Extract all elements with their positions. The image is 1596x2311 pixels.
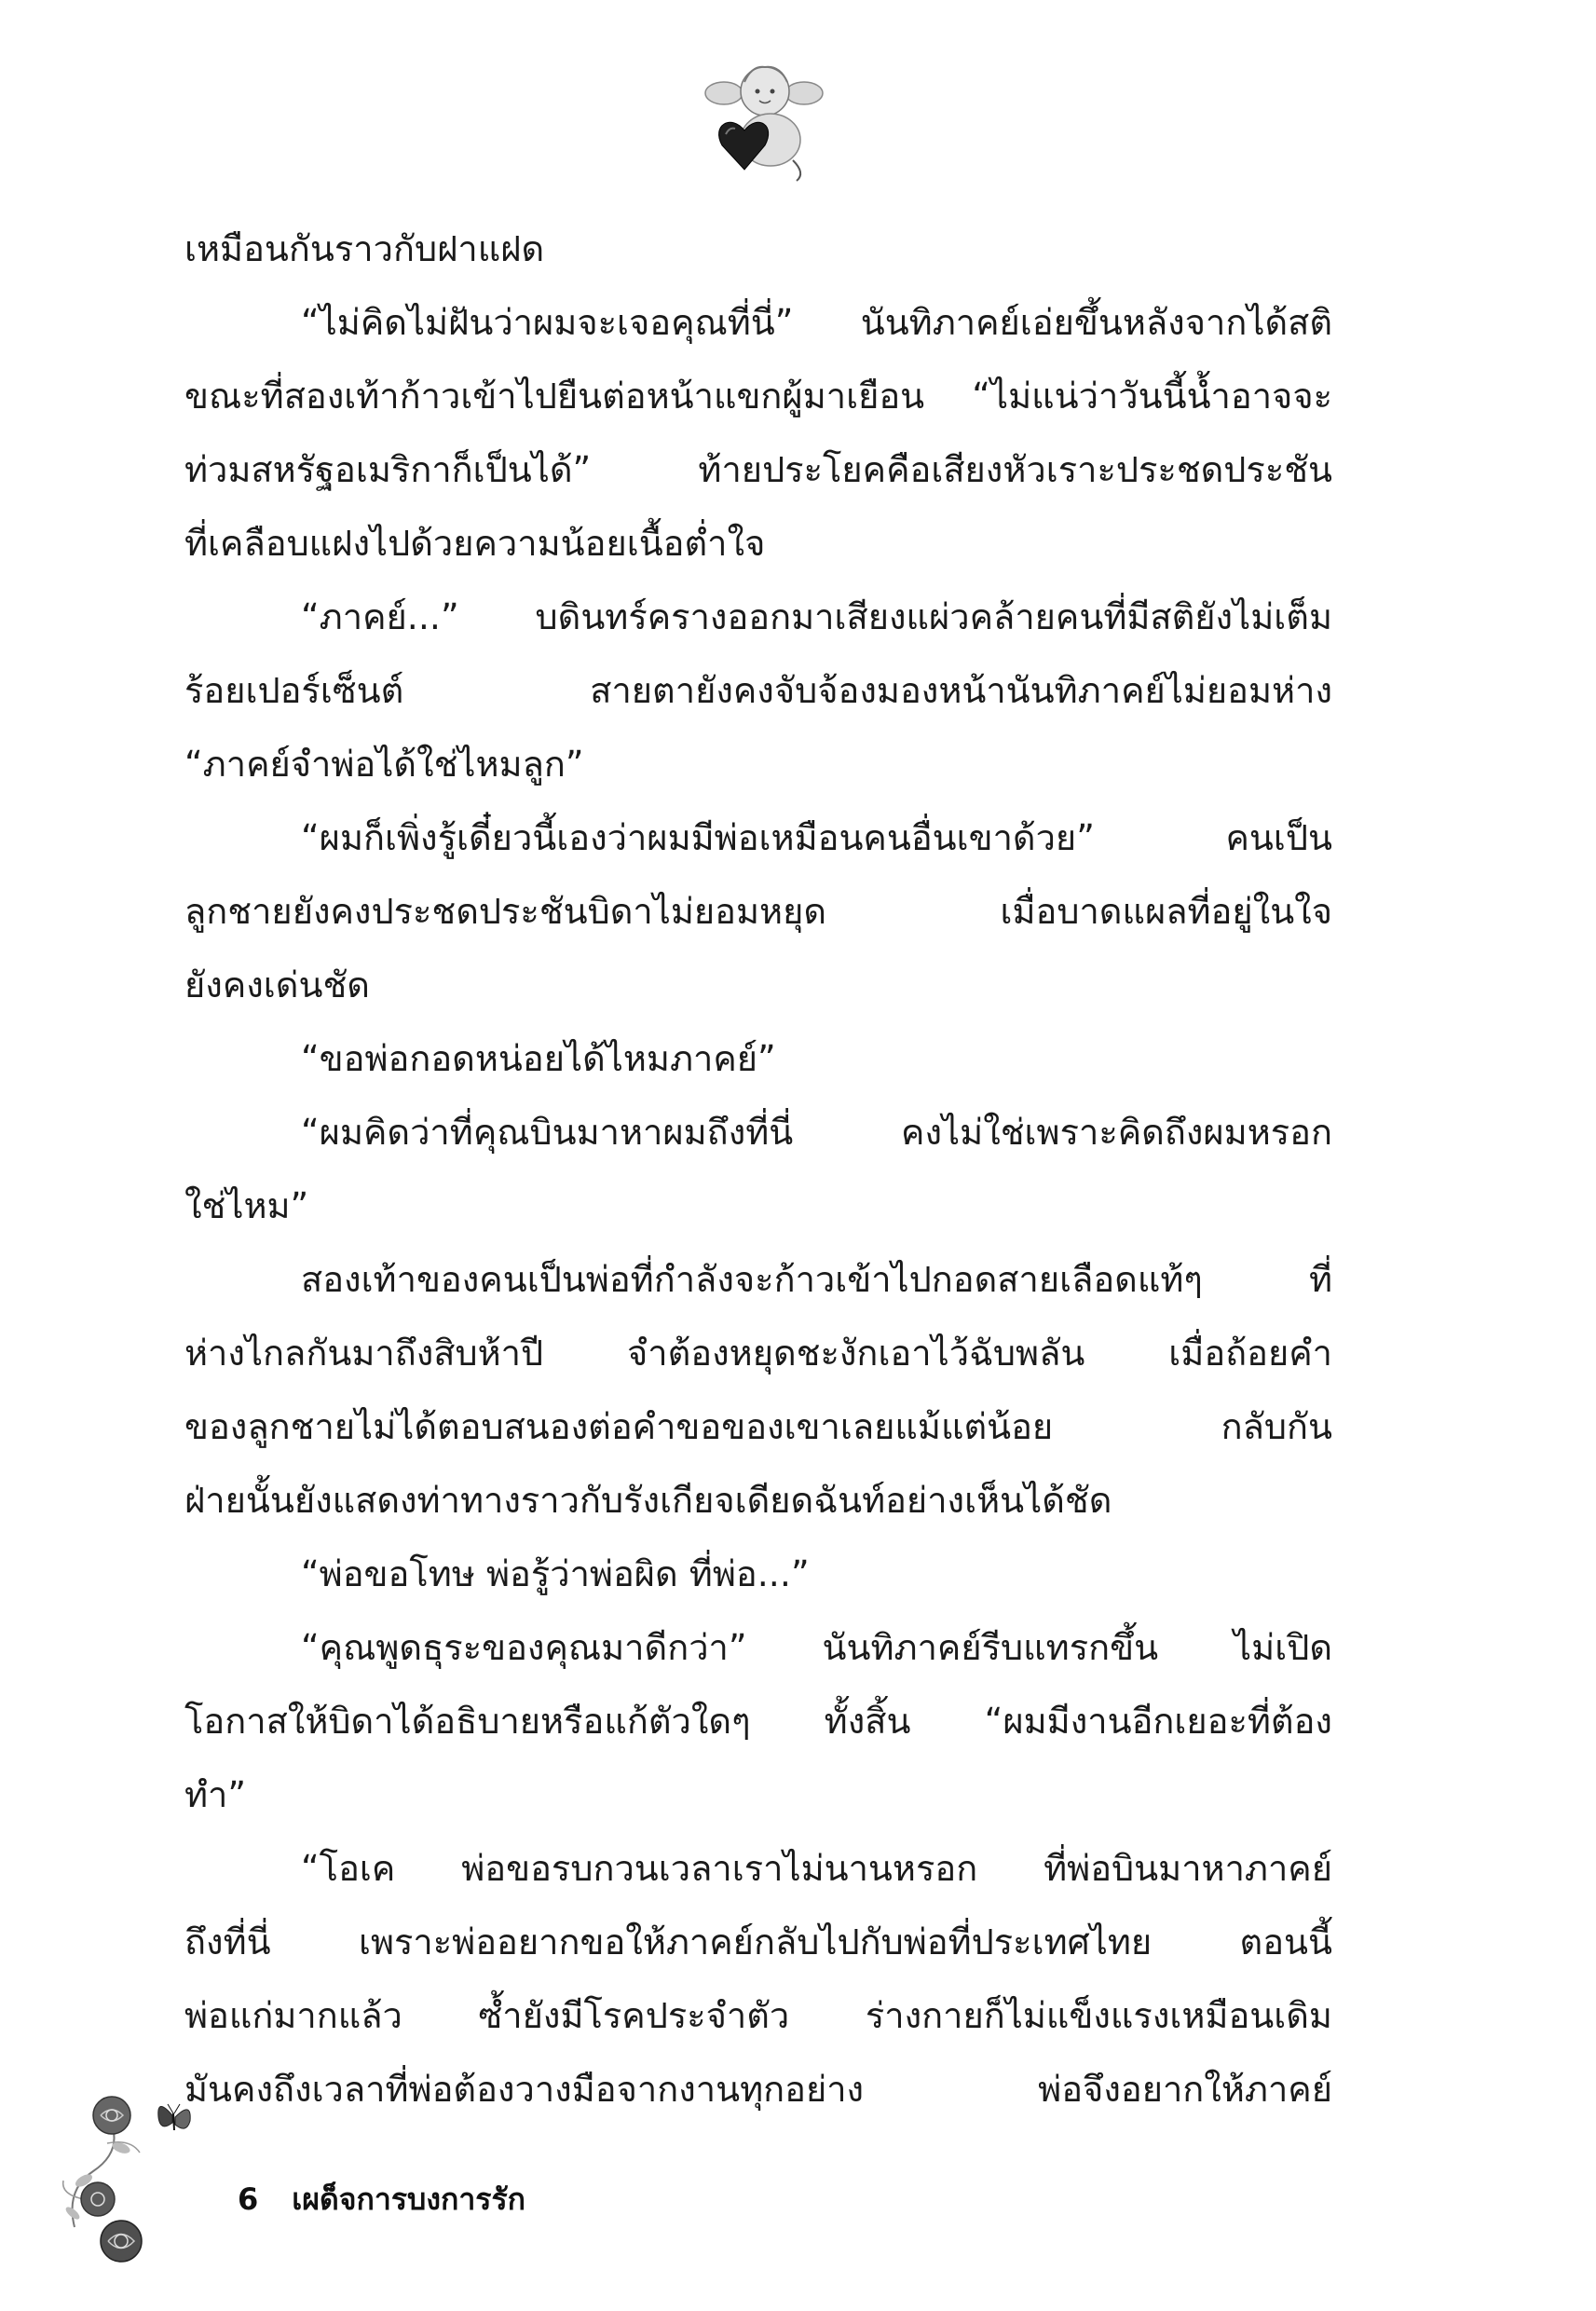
book-title: เผด็จการบงการรัก — [292, 2181, 526, 2217]
page-number: 6 — [238, 2181, 259, 2217]
text-line: “คุณพูดธุระของคุณมาดีกว่า” นันทิภาคย์รีบแทรกขึ้น ไม่เปิด — [301, 1627, 1332, 1668]
text-line: สองเท้าของคนเป็นพ่อที่กำลังจะก้าวเข้าไปกอดสายเลือดแท้ๆ ที่ — [301, 1259, 1332, 1300]
text-line: ใช่ไหม” — [184, 1185, 309, 1226]
text-line: มันคงถึงเวลาที่พ่อต้องวางมือจากงานทุกอย่าง พ่อจึงอยากให้ภาคย์ — [184, 2069, 1332, 2110]
text-line: “ผมคิดว่าที่คุณบินมาหาผมถึงที่นี่ คงไม่ใช่เพราะคิดถึงผมหรอก — [301, 1112, 1332, 1153]
text-line: ลูกชายยังคงประชดประชันบิดาไม่ยอมหยุด เมื่อบาดแผลที่อยู่ในใจ — [184, 891, 1332, 932]
text-line: ท่วมสหรัฐอเมริกาก็เป็นได้” ท้ายประโยคคือเสียงหัวเราะประชดประชัน — [184, 449, 1332, 490]
text-line: ที่เคลือบแฝงไปด้วยความน้อยเนื้อต่ำใจ — [184, 523, 766, 564]
text-line: “ไม่คิดไม่ฝันว่าผมจะเจอคุณที่นี่” นันทิภาคย์เอ่ยขึ้นหลังจากได้สติ — [301, 302, 1332, 343]
text-line: “ภาคย์...” บดินทร์ครางออกมาเสียงแผ่วคล้ายคนที่มีสติยังไม่เต็ม — [301, 596, 1332, 637]
text-line: พ่อแก่มากแล้ว ซ้ำยังมีโรคประจำตัว ร่างกายก็ไม่แข็งแรงเหมือนเดิม — [184, 1995, 1332, 2036]
text-line: “โอเค พ่อขอรบกวนเวลาเราไม่นานหรอก ที่พ่อบินมาหาภาคย์ — [301, 1848, 1332, 1889]
text-line: ขณะที่สองเท้าก้าวเข้าไปยืนต่อหน้าแขกผู้มาเยือน “ไม่แน่ว่าวันนี้น้ำอาจจะ — [184, 376, 1332, 417]
body-text — [184, 212, 1332, 2126]
text-line: “ขอพ่อกอดหน่อยได้ไหมภาคย์” — [301, 1038, 776, 1079]
text-line: “ผมก็เพิ่งรู้เดี๋ยวนี้เองว่าผมมีพ่อเหมือนคนอื่นเขาด้วย” คนเป็น — [301, 817, 1332, 858]
page-footer — [238, 2171, 525, 2227]
text-line: ห่างไกลกันมาถึงสิบห้าปี จำต้องหยุดชะงักเอาไว้ฉับพลัน เมื่อถ้อยคำ — [184, 1333, 1332, 1374]
text-line: โอกาสให้บิดาได้อธิบายหรือแก้ตัวใดๆ ทั้งสิ้น “ผมมีงานอีกเยอะที่ต้อง — [184, 1701, 1332, 1742]
text-line: ร้อยเปอร์เซ็นต์ สายตายังคงจับจ้องมองหน้านันทิภาคย์ไม่ยอมห่าง — [184, 670, 1332, 711]
text-line: ทำ” — [184, 1774, 247, 1815]
text-line: ของลูกชายไม่ได้ตอบสนองต่อคำขอของเขาเลยแม้แต่น้อย กลับกัน — [184, 1406, 1332, 1447]
text-line: ฝ่ายนั้นยังแสดงท่าทางราวกับรังเกียจเดียดฉันท์อย่างเห็นได้ชัด — [184, 1480, 1112, 1521]
text-line: เหมือนกันราวกับฝาแฝด — [184, 228, 545, 269]
text-line: ยังคงเด่นชัด — [184, 964, 370, 1005]
cupid-with-heart-icon — [703, 56, 825, 186]
text-line: “ภาคย์จำพ่อได้ใช่ไหมลูก” — [184, 744, 584, 785]
text-line: ถึงที่นี่ เพราะพ่ออยากขอให้ภาคย์กลับไปกับพ่อที่ประเทศไทย ตอนนี้ — [184, 1921, 1332, 1962]
rose-and-butterfly-icon — [56, 2087, 214, 2274]
text-line: “พ่อขอโทษ พ่อรู้ว่าพ่อผิด ที่พ่อ...” — [301, 1553, 810, 1594]
